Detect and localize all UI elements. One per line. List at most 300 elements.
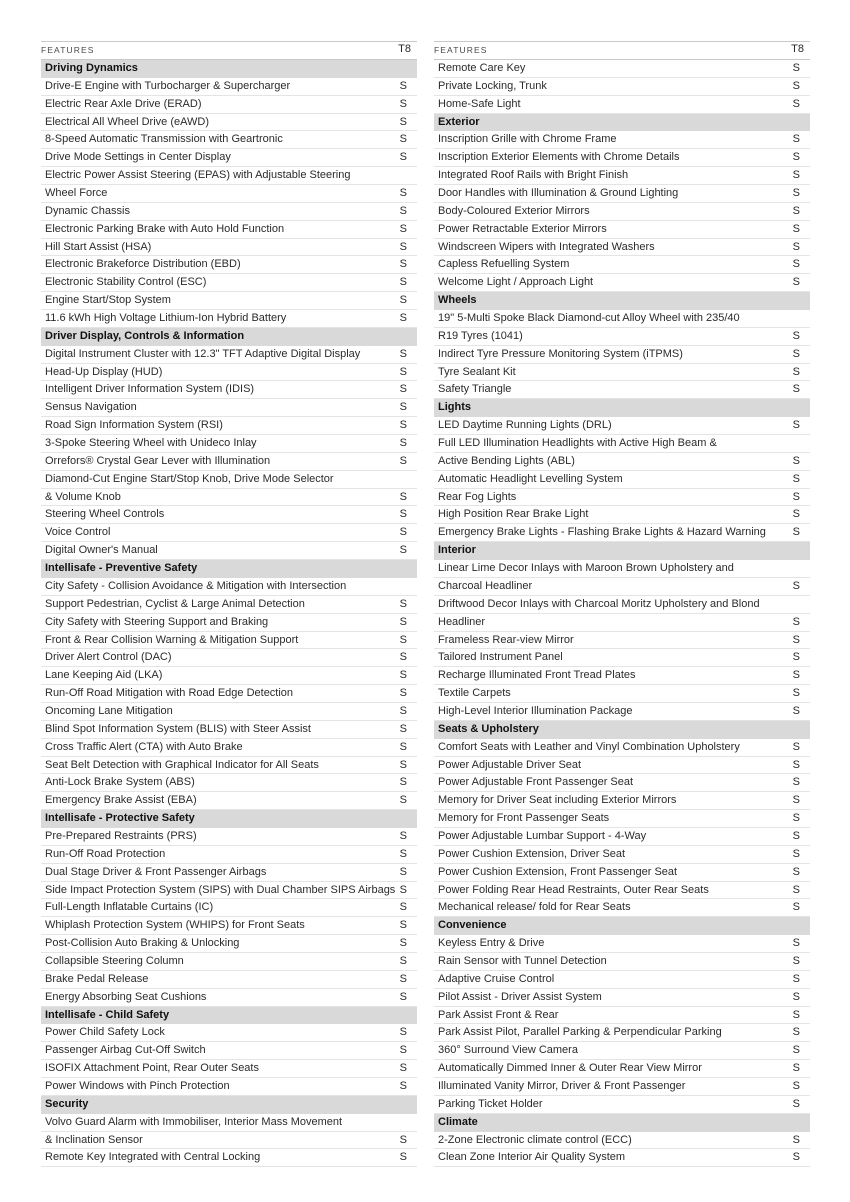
feature-row	[434, 221, 810, 239]
feature-row	[434, 310, 810, 328]
feature-row	[41, 649, 417, 667]
availability-value: S	[399, 222, 407, 235]
feature-row	[434, 1096, 810, 1114]
availability-value: S	[792, 1062, 800, 1075]
availability-value: S	[399, 1044, 407, 1057]
feature-row	[41, 185, 417, 203]
feature-name: Rear Fog Lights	[438, 490, 517, 503]
feature-name: Power Cushion Extension, Driver Seat	[438, 847, 626, 860]
availability-value: S	[792, 1026, 800, 1039]
feature-name: Diamond-Cut Engine Start/Stop Knob, Drive Mode Selector	[45, 472, 334, 485]
feature-row	[41, 310, 417, 328]
section-heading	[434, 292, 810, 310]
section-heading	[434, 542, 810, 560]
feature-name: High Position Rear Brake Light	[438, 508, 589, 521]
feature-row	[434, 864, 810, 882]
feature-row	[434, 149, 810, 167]
feature-row	[434, 78, 810, 96]
availability-value: S	[792, 133, 800, 146]
feature-name: Emergency Brake Lights - Flashing Brake Lights & Hazard Warning	[438, 526, 766, 539]
feature-name: Power Adjustable Driver Seat	[438, 758, 582, 771]
feature-row	[434, 649, 810, 667]
availability-value: S	[792, 829, 800, 842]
feature-row	[41, 703, 417, 721]
feature-name: Park Assist Pilot, Parallel Parking & Perpendicular Parking	[438, 1026, 722, 1039]
feature-row	[41, 1149, 417, 1167]
feature-row	[434, 381, 810, 399]
feature-name: Keyless Entry & Drive	[438, 937, 545, 950]
feature-name: Engine Start/Stop System	[45, 294, 171, 307]
feature-name: 8-Speed Automatic Transmission with Geartronic	[45, 133, 283, 146]
availability-value: S	[399, 240, 407, 253]
feature-row	[434, 131, 810, 149]
features-heading: FEATURES	[41, 45, 95, 55]
feature-row	[41, 1114, 417, 1132]
feature-name: Orrefors® Crystal Gear Lever with Illumination	[45, 454, 271, 467]
feature-row	[434, 989, 810, 1007]
availability-value: S	[792, 329, 800, 342]
feature-name: R19 Tyres (1041)	[438, 329, 523, 342]
availability-value: S	[792, 1044, 800, 1057]
feature-name: Tailored Instrument Panel	[438, 651, 563, 664]
feature-row	[41, 917, 417, 935]
availability-value: S	[399, 758, 407, 771]
availability-value: S	[399, 258, 407, 271]
section-title: Intellisafe - Protective Safety	[45, 812, 195, 825]
feature-name: Recharge Illuminated Front Tread Plates	[438, 669, 636, 682]
feature-name: Adaptive Cruise Control	[438, 972, 555, 985]
feature-row	[41, 846, 417, 864]
feature-row	[434, 1149, 810, 1167]
availability-value: S	[792, 954, 800, 967]
feature-row	[41, 221, 417, 239]
feature-row	[41, 471, 417, 489]
feature-row	[41, 1024, 417, 1042]
feature-name: Pilot Assist - Driver Assist System	[438, 990, 602, 1003]
feature-row	[434, 935, 810, 953]
feature-name: 2-Zone Electronic climate control (ECC)	[438, 1133, 632, 1146]
feature-list	[434, 60, 810, 1167]
availability-value: S	[399, 865, 407, 878]
feature-row	[41, 96, 417, 114]
feature-row	[434, 953, 810, 971]
feature-row	[434, 506, 810, 524]
feature-name: Frameless Rear-view Mirror	[438, 633, 574, 646]
feature-row	[434, 1132, 810, 1150]
feature-row	[41, 864, 417, 882]
feature-name: Support Pedestrian, Cyclist & Large Animal Detection	[45, 597, 305, 610]
feature-row	[41, 381, 417, 399]
feature-name: Power Retractable Exterior Mirrors	[438, 222, 607, 235]
feature-row	[434, 256, 810, 274]
feature-name: Power Windows with Pinch Protection	[45, 1079, 230, 1092]
availability-value: S	[399, 437, 407, 450]
feature-name: Driver Alert Control (DAC)	[45, 651, 172, 664]
feature-row	[41, 256, 417, 274]
section-heading	[434, 721, 810, 739]
section-title: Intellisafe - Preventive Safety	[45, 562, 198, 575]
feature-row	[434, 471, 810, 489]
feature-row	[41, 149, 417, 167]
availability-value: S	[792, 794, 800, 807]
section-title: Convenience	[438, 919, 507, 932]
availability-value: S	[792, 758, 800, 771]
feature-name: Indirect Tyre Pressure Monitoring System (iTPMS)	[438, 347, 683, 360]
availability-value: S	[399, 794, 407, 807]
availability-value: S	[792, 687, 800, 700]
availability-value: S	[792, 1079, 800, 1092]
availability-value: S	[399, 79, 407, 92]
availability-value: S	[792, 419, 800, 432]
feature-row	[41, 614, 417, 632]
section-title: Driving Dynamics	[45, 62, 138, 74]
feature-row	[434, 685, 810, 703]
feature-row	[41, 899, 417, 917]
feature-row	[41, 774, 417, 792]
availability-value: S	[399, 401, 407, 414]
feature-name: Power Adjustable Lumbar Support - 4-Way	[438, 829, 647, 842]
feature-name: Energy Absorbing Seat Cushions	[45, 990, 207, 1003]
availability-value: S	[399, 954, 407, 967]
feature-name: Inscription Exterior Elements with Chrome Details	[438, 151, 680, 164]
feature-row	[434, 560, 810, 578]
section-title: Wheels	[438, 294, 477, 307]
feature-row	[434, 435, 810, 453]
feature-row	[434, 757, 810, 775]
feature-row	[434, 1024, 810, 1042]
feature-name: Oncoming Lane Mitigation	[45, 704, 173, 717]
feature-name: Driftwood Decor Inlays with Charcoal Moritz Upholstery and Blond	[438, 597, 760, 610]
column-header	[41, 41, 417, 60]
section-heading	[41, 1096, 417, 1114]
availability-value: S	[792, 972, 800, 985]
feature-name: & Volume Knob	[45, 490, 121, 503]
feature-name: Comfort Seats with Leather and Vinyl Combination Upholstery	[438, 740, 740, 753]
feature-name: Dynamic Chassis	[45, 204, 130, 217]
availability-value: S	[399, 990, 407, 1003]
feature-row	[434, 596, 810, 614]
section-heading	[434, 114, 810, 132]
availability-value: S	[792, 651, 800, 664]
feature-row	[41, 489, 417, 507]
feature-name: Door Handles with Illumination & Ground Lighting	[438, 187, 679, 200]
feature-name: & Inclination Sensor	[45, 1133, 143, 1146]
availability-value: S	[399, 151, 407, 164]
feature-name: ISOFIX Attachment Point, Rear Outer Seats	[45, 1062, 259, 1075]
feature-name: Cross Traffic Alert (CTA) with Auto Brake	[45, 740, 243, 753]
availability-value: S	[792, 1133, 800, 1146]
availability-value: S	[399, 829, 407, 842]
feature-name: City Safety with Steering Support and Braking	[45, 615, 269, 628]
availability-value: S	[399, 490, 407, 503]
feature-name: Lane Keeping Aid (LKA)	[45, 669, 163, 682]
feature-name: Power Cushion Extension, Front Passenger Seat	[438, 865, 678, 878]
feature-row	[41, 131, 417, 149]
feature-row	[41, 292, 417, 310]
feature-row	[41, 989, 417, 1007]
availability-value: S	[399, 704, 407, 717]
feature-row	[434, 203, 810, 221]
feature-row	[41, 524, 417, 542]
section-title: Interior	[438, 544, 476, 557]
feature-name: Illuminated Vanity Mirror, Driver & Front Passenger	[438, 1079, 686, 1092]
feature-row	[41, 453, 417, 471]
feature-name: Electronic Parking Brake with Auto Hold Function	[45, 222, 285, 235]
feature-name: Textile Carpets	[438, 687, 511, 700]
feature-row	[41, 971, 417, 989]
availability-value: S	[792, 901, 800, 914]
feature-row	[434, 1042, 810, 1060]
availability-value: S	[399, 883, 407, 896]
availability-value: S	[792, 347, 800, 360]
feature-row	[434, 899, 810, 917]
feature-name: Side Impact Protection System (SIPS) with Dual Chamber SIPS Airbags	[45, 883, 396, 896]
availability-value: S	[399, 454, 407, 467]
feature-row	[434, 971, 810, 989]
availability-value: S	[792, 704, 800, 717]
feature-row	[434, 364, 810, 382]
features-column-right	[434, 41, 810, 1167]
feature-row	[41, 417, 417, 435]
availability-value: S	[792, 937, 800, 950]
availability-value: S	[792, 615, 800, 628]
section-heading	[41, 810, 417, 828]
feature-name: Charcoal Headliner	[438, 579, 533, 592]
feature-name: Rain Sensor with Tunnel Detection	[438, 954, 607, 967]
feature-name: Voice Control	[45, 526, 111, 539]
feature-name: Remote Key Integrated with Central Locking	[45, 1151, 261, 1164]
feature-name: Tyre Sealant Kit	[438, 365, 516, 378]
feature-name: Anti-Lock Brake System (ABS)	[45, 776, 195, 789]
feature-name: Clean Zone Interior Air Quality System	[438, 1151, 626, 1164]
feature-row	[41, 346, 417, 364]
feature-row	[434, 667, 810, 685]
feature-row	[434, 703, 810, 721]
availability-value: S	[792, 454, 800, 467]
feature-row	[434, 632, 810, 650]
feature-name: Power Adjustable Front Passenger Seat	[438, 776, 634, 789]
feature-row	[41, 721, 417, 739]
availability-value: S	[792, 990, 800, 1003]
feature-name: Emergency Brake Assist (EBA)	[45, 794, 197, 807]
feature-name: Linear Lime Decor Inlays with Maroon Brown Upholstery and	[438, 562, 734, 575]
feature-row	[434, 1078, 810, 1096]
availability-value: S	[792, 579, 800, 592]
feature-name: Head-Up Display (HUD)	[45, 365, 163, 378]
feature-name: Capless Refuelling System	[438, 258, 570, 271]
feature-name: 11.6 kWh High Voltage Lithium-Ion Hybrid Battery	[45, 312, 287, 325]
feature-name: Post-Collision Auto Braking & Unlocking	[45, 937, 240, 950]
section-title: Climate	[438, 1115, 478, 1128]
availability-value: S	[399, 365, 407, 378]
feature-row	[41, 1078, 417, 1096]
section-heading	[434, 1114, 810, 1132]
availability-value: S	[399, 901, 407, 914]
availability-value: S	[792, 847, 800, 860]
availability-value: S	[792, 1151, 800, 1164]
availability-value: S	[399, 419, 407, 432]
feature-row	[434, 239, 810, 257]
availability-value: S	[399, 544, 407, 557]
feature-name: Run-Off Road Protection	[45, 847, 166, 860]
availability-value: S	[792, 1008, 800, 1021]
feature-row	[434, 453, 810, 471]
features-heading: FEATURES	[434, 45, 488, 55]
feature-row	[434, 346, 810, 364]
feature-name: Electronic Brakeforce Distribution (EBD)	[45, 258, 241, 271]
feature-list	[41, 60, 417, 1167]
feature-row	[41, 1042, 417, 1060]
feature-name: 3-Spoke Steering Wheel with Unideco Inlay	[45, 437, 257, 450]
feature-row	[41, 364, 417, 382]
availability-value: S	[399, 312, 407, 325]
section-heading	[41, 1007, 417, 1025]
feature-row	[41, 935, 417, 953]
availability-value: S	[399, 1026, 407, 1039]
trim-heading: T8	[791, 43, 804, 55]
availability-value: S	[792, 740, 800, 753]
feature-row	[434, 1060, 810, 1078]
availability-value: S	[792, 187, 800, 200]
availability-value: S	[399, 972, 407, 985]
section-title: Security	[45, 1097, 89, 1110]
feature-name: Private Locking, Trunk	[438, 79, 547, 92]
availability-value: S	[792, 490, 800, 503]
feature-row	[41, 506, 417, 524]
feature-name: Dual Stage Driver & Front Passenger Airbags	[45, 865, 267, 878]
features-column-left	[41, 41, 417, 1167]
feature-name: Pre-Prepared Restraints (PRS)	[45, 829, 197, 842]
availability-value: S	[792, 276, 800, 289]
availability-value: S	[792, 472, 800, 485]
feature-row	[41, 828, 417, 846]
feature-name: Home-Safe Light	[438, 97, 521, 110]
feature-name: Run-Off Road Mitigation with Road Edge Detection	[45, 687, 294, 700]
feature-name: 360° Surround View Camera	[438, 1044, 578, 1057]
feature-name: Electric Power Assist Steering (EPAS) with Adjustable Steering	[45, 169, 351, 182]
feature-name: Active Bending Lights (ABL)	[438, 454, 575, 467]
feature-row	[41, 542, 417, 560]
availability-value: S	[792, 633, 800, 646]
feature-name: Intelligent Driver Information System (IDIS)	[45, 383, 255, 396]
feature-name: Electrical All Wheel Drive (eAWD)	[45, 115, 210, 128]
feature-name: Sensus Navigation	[45, 401, 137, 414]
feature-name: LED Daytime Running Lights (DRL)	[438, 419, 612, 432]
feature-name: Power Folding Rear Head Restraints, Outer Rear Seats	[438, 883, 709, 896]
feature-row	[434, 524, 810, 542]
feature-name: Volvo Guard Alarm with Immobiliser, Interior Mass Movement	[45, 1115, 343, 1128]
feature-name: Power Child Safety Lock	[45, 1026, 165, 1039]
feature-name: Inscription Grille with Chrome Frame	[438, 133, 617, 146]
availability-value: S	[399, 187, 407, 200]
feature-name: Electronic Stability Control (ESC)	[45, 276, 207, 289]
feature-name: Welcome Light / Approach Light	[438, 276, 594, 289]
availability-value: S	[399, 740, 407, 753]
availability-value: S	[792, 1097, 800, 1110]
feature-row	[434, 489, 810, 507]
feature-name: Park Assist Front & Rear	[438, 1008, 559, 1021]
feature-name: Collapsible Steering Column	[45, 954, 184, 967]
availability-value: S	[792, 79, 800, 92]
feature-row	[41, 578, 417, 596]
feature-row	[41, 596, 417, 614]
availability-value: S	[399, 347, 407, 360]
availability-value: S	[792, 883, 800, 896]
availability-value: S	[399, 276, 407, 289]
feature-name: High-Level Interior Illumination Package	[438, 704, 633, 717]
column-header	[434, 41, 810, 60]
section-title: Lights	[438, 401, 471, 414]
feature-row	[41, 399, 417, 417]
availability-value: S	[792, 365, 800, 378]
feature-row	[41, 685, 417, 703]
feature-name: Road Sign Information System (RSI)	[45, 419, 223, 432]
feature-name: Wheel Force	[45, 187, 108, 200]
section-title: Exterior	[438, 115, 480, 128]
availability-value: S	[399, 1133, 407, 1146]
availability-value: S	[399, 1151, 407, 1164]
availability-value: S	[399, 669, 407, 682]
feature-name: Hill Start Assist (HSA)	[45, 240, 152, 253]
feature-row	[434, 792, 810, 810]
availability-value: S	[792, 62, 800, 74]
feature-row	[41, 167, 417, 185]
feature-name: Steering Wheel Controls	[45, 508, 165, 521]
feature-row	[41, 739, 417, 757]
availability-value: S	[792, 240, 800, 253]
trim-heading: T8	[398, 43, 411, 55]
feature-name: Digital Instrument Cluster with 12.3" TFT Adaptive Digital Display	[45, 347, 361, 360]
section-heading	[41, 60, 417, 78]
feature-row	[434, 328, 810, 346]
feature-row	[41, 953, 417, 971]
feature-name: Brake Pedal Release	[45, 972, 149, 985]
availability-value: S	[792, 204, 800, 217]
availability-value: S	[399, 1062, 407, 1075]
feature-row	[41, 792, 417, 810]
section-title: Seats & Upholstery	[438, 722, 539, 735]
availability-value: S	[792, 222, 800, 235]
feature-row	[434, 417, 810, 435]
availability-value: S	[792, 383, 800, 396]
feature-name: Remote Care Key	[438, 62, 526, 74]
feature-row	[41, 882, 417, 900]
feature-name: Windscreen Wipers with Integrated Washers	[438, 240, 655, 253]
feature-name: Passenger Airbag Cut-Off Switch	[45, 1044, 206, 1057]
feature-name: Drive-E Engine with Turbocharger & Supercharger	[45, 79, 291, 92]
availability-value: S	[399, 97, 407, 110]
feature-row	[434, 274, 810, 292]
feature-name: Seat Belt Detection with Graphical Indicator for All Seats	[45, 758, 319, 771]
availability-value: S	[399, 294, 407, 307]
feature-name: Whiplash Protection System (WHIPS) for Front Seats	[45, 919, 305, 932]
section-title: Intellisafe - Child Safety	[45, 1008, 170, 1021]
feature-row	[434, 828, 810, 846]
feature-name: Drive Mode Settings in Center Display	[45, 151, 231, 164]
feature-row	[41, 1132, 417, 1150]
feature-name: Mechanical release/ fold for Rear Seats	[438, 901, 631, 914]
feature-row	[41, 78, 417, 96]
availability-value: S	[792, 169, 800, 182]
feature-row	[41, 203, 417, 221]
availability-value: S	[399, 651, 407, 664]
availability-value: S	[792, 258, 800, 271]
feature-row	[41, 274, 417, 292]
feature-row	[41, 239, 417, 257]
feature-row	[434, 774, 810, 792]
feature-name: 19" 5-Multi Spoke Black Diamond-cut Alloy Wheel with 235/40	[438, 312, 740, 325]
feature-row	[434, 810, 810, 828]
